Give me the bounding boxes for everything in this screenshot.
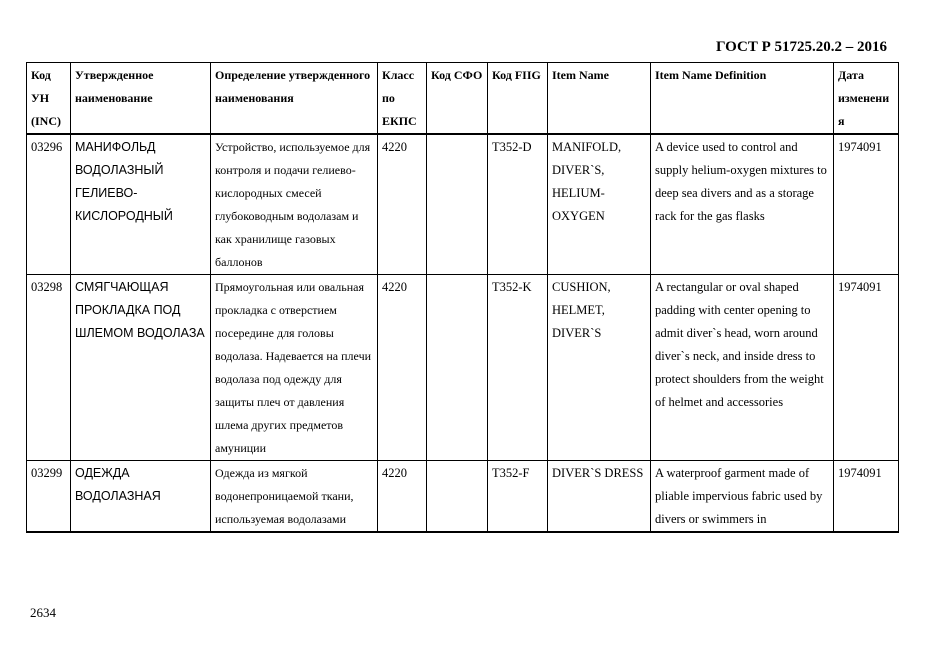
cell-fiig: T352-F bbox=[488, 461, 548, 533]
header-fiig: Код FIIG bbox=[488, 63, 548, 135]
header-definition: Определение утвержденного наименования bbox=[211, 63, 378, 135]
cell-sfo bbox=[427, 134, 488, 275]
header-row bbox=[27, 63, 899, 135]
cell-fiig: T352-D bbox=[488, 134, 548, 275]
cell-item-definition: A waterproof garment made of pliable impervious fabric used by divers or swimmers in bbox=[651, 461, 834, 533]
cell-item-definition: A rectangular or oval shaped padding with center opening to admit diver`s head, worn around diver`s neck, and inside dress to protect shoulders from the weight of helmet and accessories bbox=[651, 275, 834, 461]
table-row bbox=[27, 275, 899, 461]
header-date: Дата изменения bbox=[834, 63, 899, 135]
cell-sfo bbox=[427, 275, 488, 461]
cell-name: ОДЕЖДА ВОДОЛАЗНАЯ bbox=[71, 461, 211, 533]
table-body bbox=[27, 134, 899, 532]
cell-item-name: DIVER`S DRESS bbox=[548, 461, 651, 533]
document-title: ГОСТ Р 51725.20.2 – 2016 bbox=[715, 39, 887, 55]
cell-date: 1974091 bbox=[834, 275, 899, 461]
cell-fiig: T352-K bbox=[488, 275, 548, 461]
cell-item-name: CUSHION, HELMET, DIVER`S bbox=[548, 275, 651, 461]
cell-sfo bbox=[427, 461, 488, 533]
cell-definition: Прямоугольная или овальная прокладка с отверстием посередине для головы водолаза. Надевается на плечи водолаза под одежду для защиты плеч от давления шлема других предметов амуниции bbox=[211, 275, 378, 461]
header-item-name: Item Name bbox=[548, 63, 651, 135]
cell-item-name: MANIFOLD, DIVER`S, HELIUM-OXYGEN bbox=[548, 134, 651, 275]
page-number: 2634 bbox=[30, 605, 56, 620]
header-class: Класс по ЕКПС bbox=[378, 63, 427, 135]
cell-class: 4220 bbox=[378, 461, 427, 533]
cell-class: 4220 bbox=[378, 134, 427, 275]
cell-inc: 03298 bbox=[27, 275, 71, 461]
cell-date: 1974091 bbox=[834, 134, 899, 275]
cell-item-definition: A device used to control and supply helium-oxygen mixtures to deep sea divers and as a storage rack for the gas flasks bbox=[651, 134, 834, 275]
header-item-definition: Item Name Definition bbox=[651, 63, 834, 135]
cell-inc: 03296 bbox=[27, 134, 71, 275]
table-row bbox=[27, 134, 899, 275]
cell-class: 4220 bbox=[378, 275, 427, 461]
header-inc: Код УН (INC) bbox=[27, 63, 71, 135]
header-sfo: Код СФО bbox=[427, 63, 488, 135]
cell-definition: Устройство, используемое для контроля и подачи гелиево-кислородных смесей глубоководным водолазам и как хранилище газовых баллонов bbox=[211, 134, 378, 275]
catalog-table bbox=[26, 62, 899, 533]
cell-inc: 03299 bbox=[27, 461, 71, 533]
header-name: Утвержденное наименование bbox=[71, 63, 211, 135]
table-row bbox=[27, 461, 899, 533]
cell-date: 1974091 bbox=[834, 461, 899, 533]
cell-name: МАНИФОЛЬД ВОДОЛАЗНЫЙ ГЕЛИЕВО-КИСЛОРОДНЫЙ bbox=[71, 134, 211, 275]
cell-definition: Одежда из мягкой водонепроницаемой ткани, используемая водолазами bbox=[211, 461, 378, 533]
cell-name: СМЯГЧАЮЩАЯ ПРОКЛАДКА ПОД ШЛЕМОМ ВОДОЛАЗА bbox=[71, 275, 211, 461]
table-header bbox=[27, 63, 899, 135]
